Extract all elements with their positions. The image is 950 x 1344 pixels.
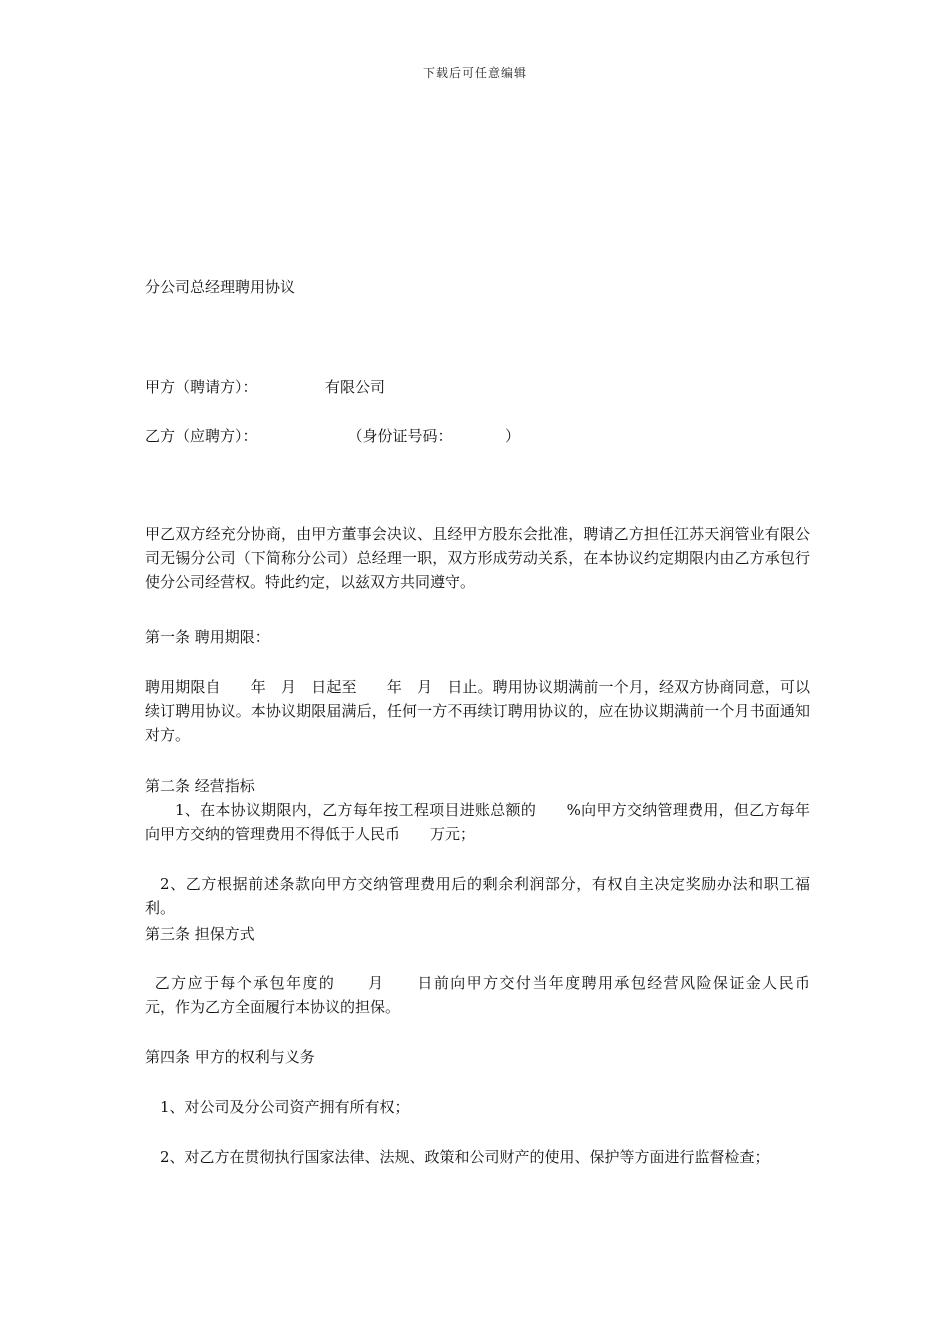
intro-paragraph: 甲乙双方经充分协商，由甲方董事会决议、且经甲方股东会批准，聘请乙方担任江苏天润管业有限公司无锡分公司（下简称分公司）总经理一职，双方形成劳动关系，在本协议约定期限内由乙方承包行使分公司经营权。特此约定，以兹双方共同遵守。 — [145, 525, 810, 591]
article-2-item-2: 2、乙方根据前述条款向甲方交纳管理费用后的剩余利润部分，有权自主决定奖励办法和职工福利。 — [145, 875, 810, 917]
article-2-item-1: 1、在本协议期限内，乙方每年按工程项目进账总额的 %向甲方交纳管理费用，但乙方每年向甲方交纳的管理费用不得低于人民币 万元； — [145, 801, 810, 843]
article-3-title: 第三条 担保方式 — [145, 925, 255, 943]
page-header-note: 下载后可任意编辑 — [422, 66, 527, 80]
document-title: 分公司总经理聘用协议 — [145, 278, 296, 296]
article-1-title: 第一条 聘用期限： — [145, 628, 270, 646]
article-4-item-2: 2、对乙方在贯彻执行国家法律、法规、政策和公司财产的使用、保护等方面进行监督检查； — [160, 1148, 770, 1166]
article-2-title: 第二条 经营指标 — [145, 777, 255, 795]
article-4-title: 第四条 甲方的权利与义务 — [145, 1048, 315, 1066]
party-b-line: 乙方（应聘方）： （身份证号码： ） — [145, 427, 521, 445]
article-3-body: 乙方应于每个承包年度的 月 日前向甲方交付当年度聘用承包经营风险保证金人民币 元，作为乙方全面履行本协议的担保。 — [145, 974, 841, 1016]
party-a-line: 甲方（聘请方）： 有限公司 — [145, 378, 386, 396]
article-1-body: 聘用期限自 年 月 日起至 年 月 日止。聘用协议期满前一个月，经双方协商同意，可以续订聘用协议。本协议期限届满后，任何一方不再续订聘用协议的，应在协议期满前一个月书面通知对方。 — [145, 678, 810, 744]
article-4-item-1: 1、对公司及分公司资产拥有所有权； — [160, 1098, 410, 1116]
